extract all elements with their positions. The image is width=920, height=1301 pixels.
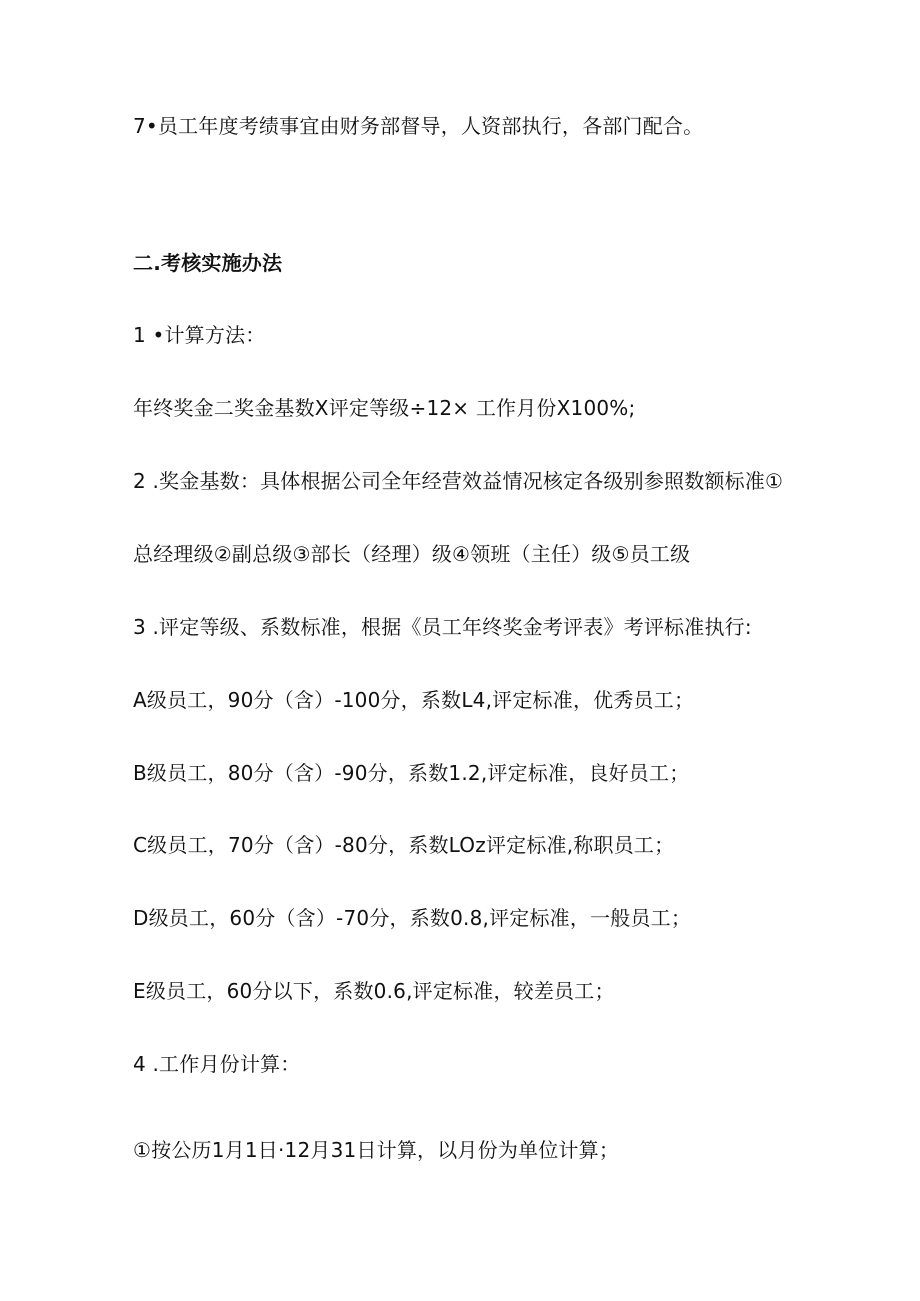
formula-year-end-bonus: 年终奖金二奖金基数X评定等级÷12× 工作月份X100%; (133, 396, 636, 420)
working-month-rule-1: ①按公历1月1日·12月31日计算，以月份为单位计算； (133, 1138, 620, 1162)
grade-d-row: D级员工，60分（含）-70分，系数0.8,评定标准，一般员工； (133, 906, 692, 930)
item-bonus-base: 2 .奖金基数：具体根据公司全年经营效益情况核定各级别参照数额标准① (133, 469, 784, 493)
grade-c-row: C级员工，70分（含）-80分，系数LOz评定标准,称职员工； (133, 833, 675, 857)
grade-e-row: E级员工，60分以下，系数0.6,评定标准，较差员工； (133, 979, 615, 1003)
section-heading-implementation: 二.考核实施办法 (133, 251, 283, 275)
grade-b-row: B级员工，80分（含）-90分，系数1.2,评定标准，良好员工； (133, 761, 690, 785)
item-working-month-calculation: 4 .工作月份计算： (133, 1052, 301, 1076)
paragraph-annual-review-responsibility: 7•员工年度考绩事宜由财务部督导，人资部执行，各部门配合。 (133, 114, 704, 138)
grade-a-row: A级员工，90分（含）-100分，系数L4,评定标准，优秀员工； (133, 688, 695, 712)
item-grade-coefficient-standard: 3 .评定等级、系数标准，根据《员工年终奖金考评表》考评标准执行: (133, 615, 752, 639)
item-calculation-method: 1 •计算方法： (133, 323, 266, 347)
bonus-base-levels: 总经理级②副总级③部长（经理）级④领班（主任）级⑤员工级 (133, 542, 691, 566)
